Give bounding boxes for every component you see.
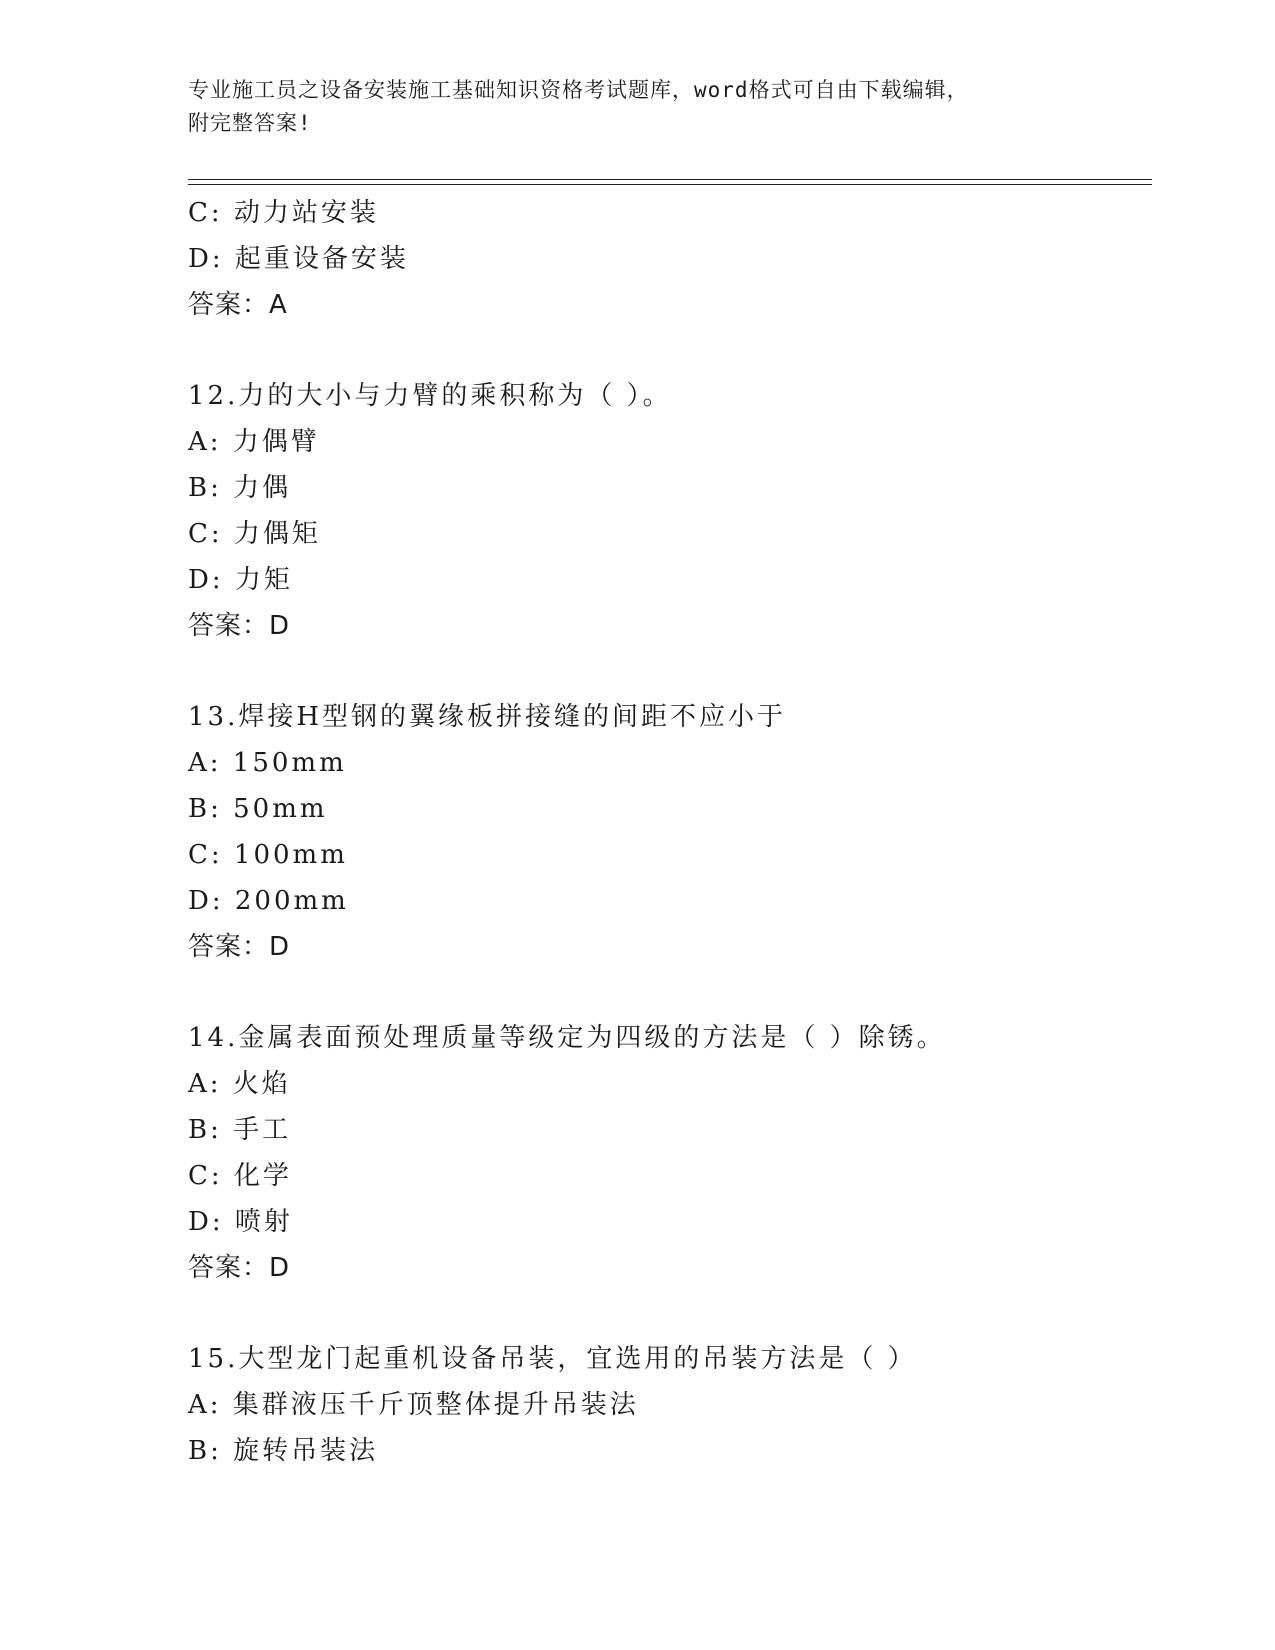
q12-option-b: B: 力偶 bbox=[188, 473, 292, 503]
spacer bbox=[188, 328, 1148, 373]
q15-question: 15.大型龙门起重机设备吊装，宜选用的吊装方法是（ ） bbox=[188, 1344, 917, 1374]
q13-option-b: B: 50mm bbox=[188, 794, 328, 824]
q11-option-d: D: 起重设备安装 bbox=[188, 244, 409, 274]
header-divider-bottom bbox=[188, 184, 1152, 185]
q14-option-d: D: 喷射 bbox=[188, 1207, 293, 1237]
header-divider-top bbox=[188, 179, 1152, 180]
question-12-block bbox=[188, 373, 1148, 649]
question-13-block bbox=[188, 694, 1148, 970]
q14-question: 14.金属表面预处理质量等级定为四级的方法是（ ）除锈。 bbox=[188, 1023, 946, 1053]
q14-option-c: C: 化学 bbox=[188, 1161, 292, 1191]
header-title-line-1: 专业施工员之设备安装施工基础知识资格考试题库，word格式可自由下载编辑， bbox=[188, 78, 969, 102]
q15-option-b: B: 旋转吊装法 bbox=[188, 1436, 379, 1466]
q14-option-b: B: 手工 bbox=[188, 1115, 292, 1145]
q14-option-a: A: 火焰 bbox=[188, 1069, 291, 1099]
q13-question: 13.焊接H型钢的翼缘板拼接缝的间距不应小于 bbox=[188, 702, 787, 732]
question-15-block bbox=[188, 1336, 1148, 1474]
q12-option-a: A: 力偶臂 bbox=[188, 427, 320, 457]
spacer bbox=[188, 1291, 1148, 1336]
q11-option-c: C: 动力站安装 bbox=[188, 198, 379, 228]
question-11-block bbox=[188, 190, 1148, 328]
q13-answer: 答案：D bbox=[188, 932, 291, 962]
document-header bbox=[188, 74, 1088, 140]
spacer bbox=[188, 970, 1148, 1015]
q14-answer: 答案：D bbox=[188, 1253, 291, 1283]
q15-option-a: A: 集群液压千斤顶整体提升吊装法 bbox=[188, 1390, 639, 1420]
question-list bbox=[188, 190, 1148, 1474]
q11-answer: 答案：A bbox=[188, 290, 288, 320]
q13-option-d: D: 200mm bbox=[188, 886, 349, 916]
q12-answer: 答案：D bbox=[188, 611, 291, 641]
q12-option-d: D: 力矩 bbox=[188, 565, 293, 595]
q12-question: 12.力的大小与力臂的乘积称为（ ）。 bbox=[188, 381, 672, 411]
q13-option-c: C: 100mm bbox=[188, 840, 348, 870]
q13-option-a: A: 150mm bbox=[188, 748, 347, 778]
spacer bbox=[188, 649, 1148, 694]
question-14-block bbox=[188, 1015, 1148, 1291]
header-title-line-2: 附完整答案! bbox=[188, 111, 312, 135]
q12-option-c: C: 力偶矩 bbox=[188, 519, 321, 549]
